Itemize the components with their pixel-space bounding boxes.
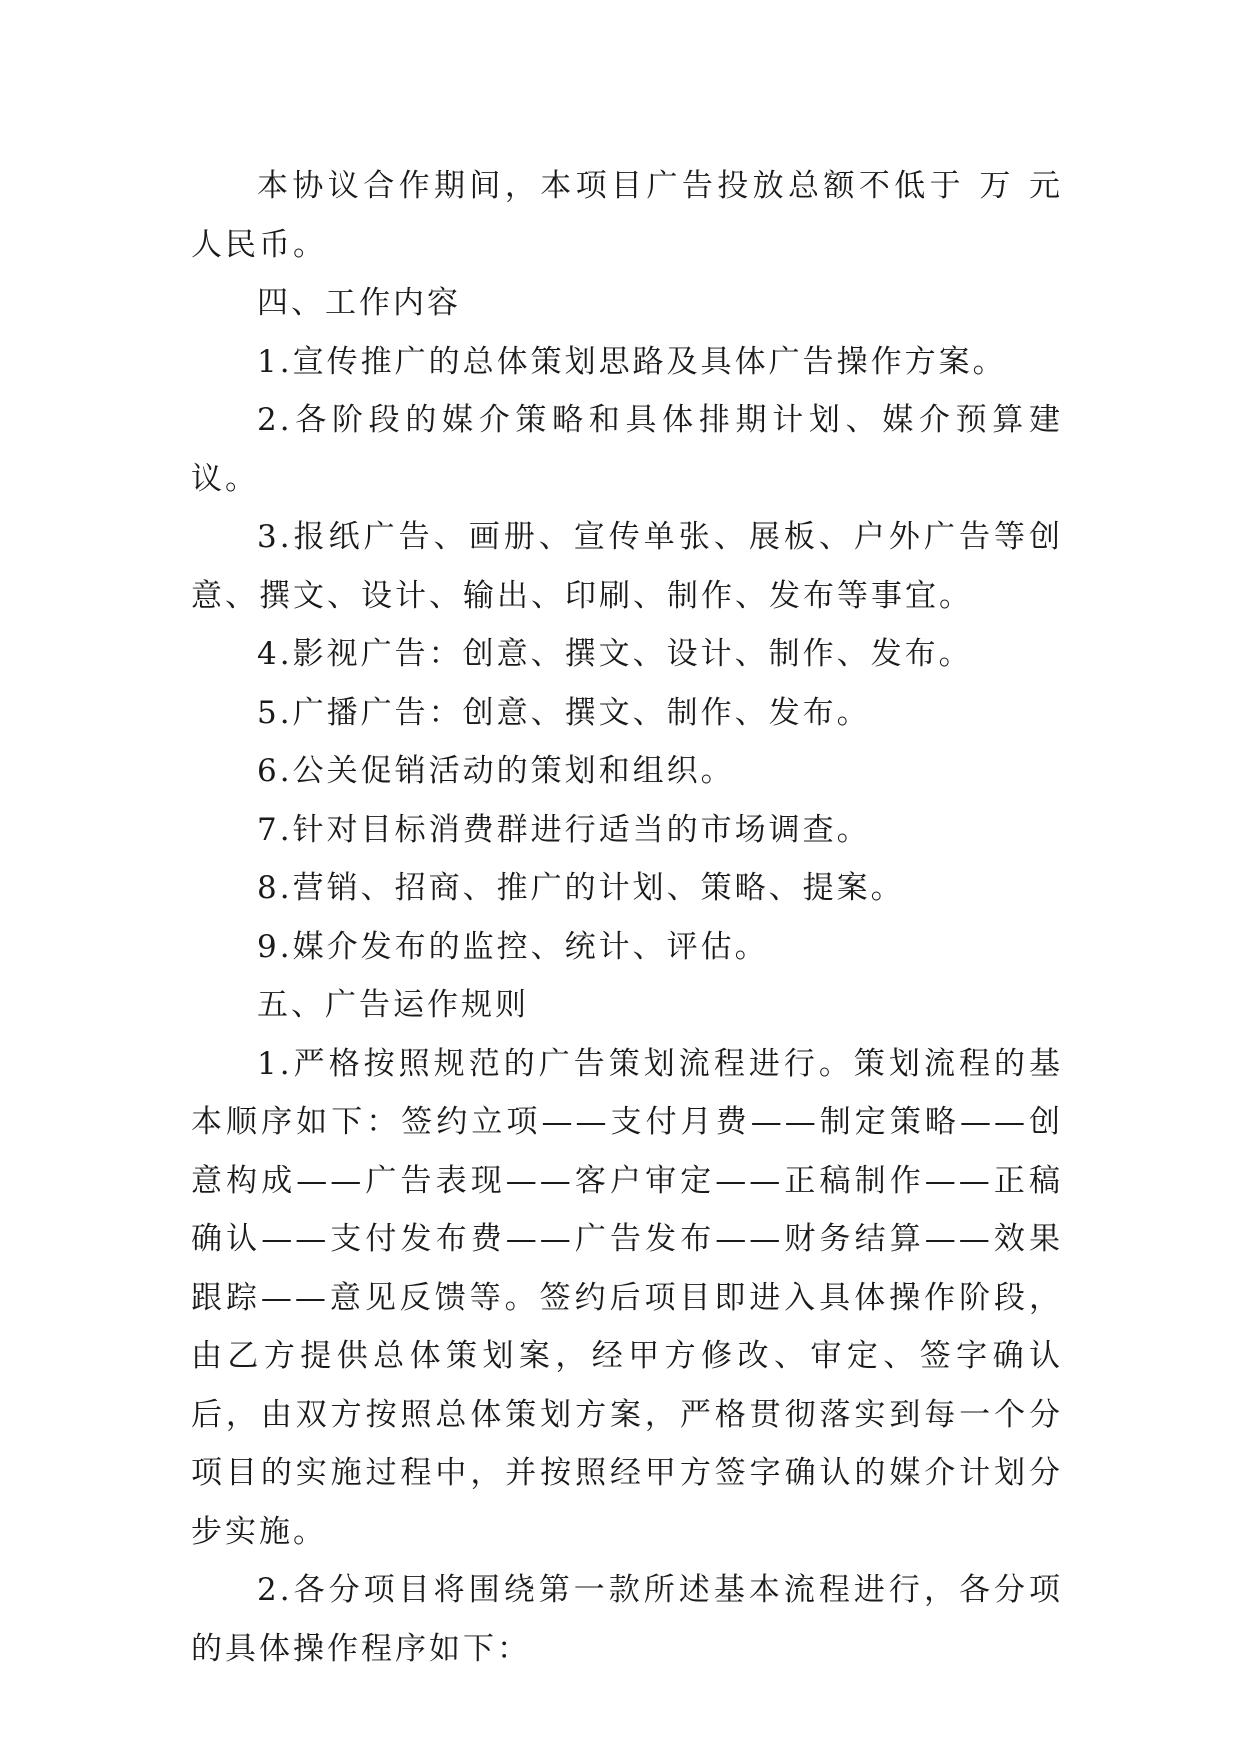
rule-item-1: 1.严格按照规范的广告策划流程进行。策划流程的基本顺序如下：签约立项——支付月费——制定策略——创意构成——广告表现——客户审定——正稿制作——正稿确认——支付发布费——广告发布——财务结算——效果跟踪——意见反馈等。签约后项目即进入具体操作阶段，由乙方提供总体策划案，经甲方修改、审定、签字确认后，由双方按照总体策划方案，严格贯彻落实到每一个分项目的实施过程中，并按照经甲方签字确认的媒介计划分步实施。 bbox=[191, 1045, 1063, 1550]
list-item-9: 9.媒介发布的监控、统计、评估。 bbox=[257, 928, 769, 965]
list-item-8: 8.营销、招商、推广的计划、策略、提案。 bbox=[257, 870, 905, 906]
list-item-7: 7.针对目标消费群进行适当的市场调查。 bbox=[257, 811, 871, 848]
list-item-5: 5.广播广告：创意、撰文、制作、发布。 bbox=[257, 694, 871, 731]
paragraph-total-amount: 本协议合作期间，本项目广告投放总额不低于 万 元人民币。 bbox=[191, 168, 1063, 263]
list-item-2: 2.各阶段的媒介策略和具体排期计划、媒介预算建议。 bbox=[191, 402, 1063, 497]
rule-item-2: 2.各分项目将围绕第一款所述基本流程进行，各分项的具体操作程序如下： bbox=[191, 1572, 1063, 1667]
list-item-6: 6.公关促销活动的策划和组织。 bbox=[257, 753, 735, 789]
list-item-3: 3.报纸广告、画册、宣传单张、展板、户外广告等创意、撰文、设计、输出、印刷、制作、发布等事宜。 bbox=[191, 519, 1063, 614]
heading-ad-rules: 五、广告运作规则 bbox=[257, 987, 529, 1023]
list-item-1: 1.宣传推广的总体策划思路及具体广告操作方案。 bbox=[257, 343, 1007, 380]
heading-work-content: 四、工作内容 bbox=[257, 285, 461, 321]
document-body bbox=[191, 157, 1063, 1678]
list-item-4: 4.影视广告：创意、撰文、设计、制作、发布。 bbox=[257, 636, 973, 672]
